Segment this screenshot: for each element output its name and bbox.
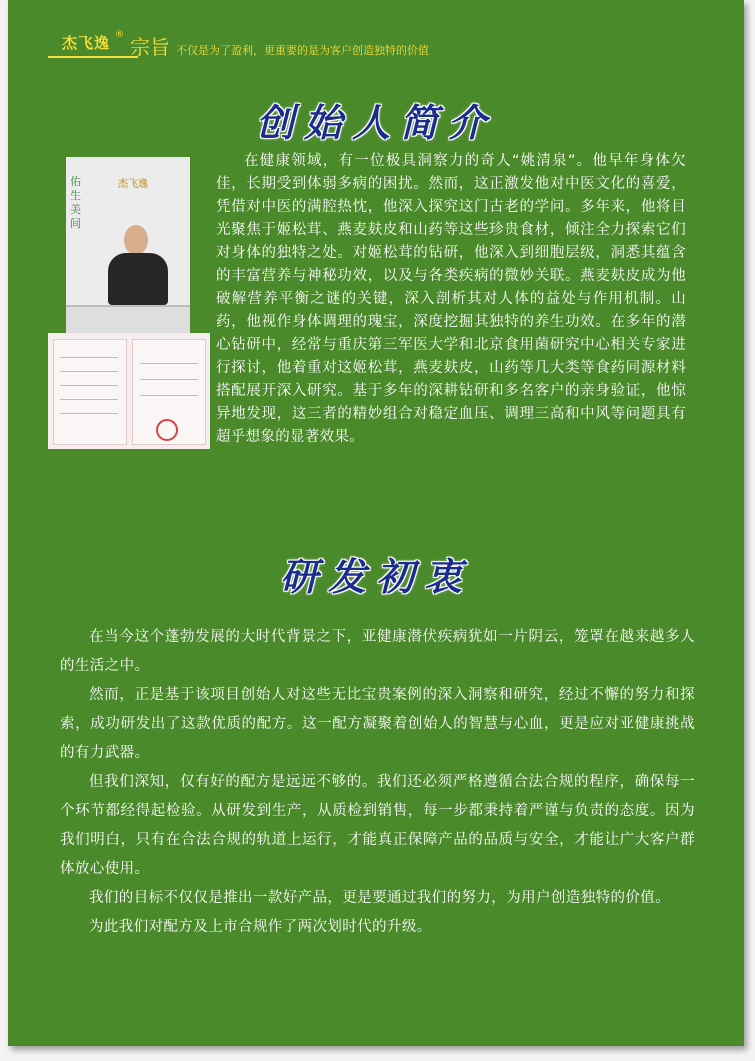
photo-sign-text: 杰飞逸 — [118, 179, 148, 190]
motto-text: 不仅是为了盈利，更重要的是为客户创造独特的价值 — [176, 44, 429, 57]
photo-desk — [66, 305, 190, 333]
certificate-seal — [156, 419, 178, 441]
certificate-left-page — [53, 339, 127, 445]
page — [8, 0, 744, 1046]
certificate-line — [60, 371, 118, 372]
brand-logo: 杰飞逸 — [62, 34, 111, 52]
brand-underline — [48, 56, 138, 58]
rd-paragraph: 我们的目标不仅仅是推出一款好产品，更是要通过我们的努力，为用户创造独特的价值。 — [89, 890, 671, 906]
certificate-line — [60, 413, 118, 414]
founder-paragraph: 在健康领域，有一位极具洞察力的奇人“姚清泉”。他早年身体欠佳，长期受到体弱多病的困扰。然而，这正激发他对中医文化的喜爱，凭借对中医的满腔热忱，他深入探究这门古老的学问。多年来，他将目光聚焦于姬松茸、燕麦麸皮和山药等这些珍贵食材，倾注全力探索它们对身体的独特之处。对姬松茸的钻研，他深入到细胞层级，洞悉其蕴含的丰富营养与神秘功效，以及与各类疾病的微妙关联。燕麦麸皮成为他破解营养平衡之谜的关键，深入剖析其对人体的益处与作用机制。山药，他视作身体调理的瑰宝，深度挖掘其独特的养生功效。在多年的潜心钻研中，经常与重庆第三军医大学和北京食用菌研究中心相关专家进行探讨，他着重对这姬松茸，燕麦麸皮，山药等几大类等食药同源材料搭配展开深入研究。基于多年的深耕钻研和多名客户的亲身验证，他惊异地发现，这三者的精妙组合对稳定血压、调理三高和中风等问题具有超乎想象的显著效果。 — [216, 153, 686, 445]
photo-wall-text: 佑生美间 — [70, 175, 81, 230]
rd-paragraph: 在当今这个蓬勃发展的大时代背景之下，亚健康潜伏疾病犹如一片阴云，笼罩在越来越多人的生活之中。 — [60, 629, 695, 674]
rd-paragraph: 但我们深知，仅有好的配方是远远不够的。我们还必须严格遵循合法合规的程序，确保每一个环节都经得起检验。从研发到生产，从质检到销售，每一步都秉持着严谨与负责的态度。因为我们明白，只有在合法合规的轨道上运行，才能真正保障产品的品质与安全，才能让广大客户群体放心使用。 — [60, 774, 695, 877]
certificate-line — [60, 399, 118, 400]
rd-paragraph: 为此我们对配方及上市合规作了两次划时代的升级。 — [89, 919, 432, 935]
certificate-line — [60, 385, 118, 386]
rd-paragraph: 然而，正是基于该项目创始人对这些无比宝贵案例的深入洞察和研究，经过不懈的努力和探索，成功研发出了这款优质的配方。这一配方凝聚着创始人的智慧与心血，更是应对亚健康挑战的有力武器。 — [60, 687, 695, 761]
founder-photo — [66, 157, 190, 333]
certificate-line — [140, 363, 198, 364]
header — [48, 30, 708, 62]
registered-mark: ® — [115, 30, 124, 40]
photo-person-body — [108, 253, 168, 305]
certificate-line — [140, 379, 198, 380]
certificate-image — [48, 333, 210, 449]
founder-title: 创始人简介 — [255, 100, 496, 145]
certificate-line — [140, 395, 198, 396]
rd-title: 研发初衷 — [279, 554, 472, 599]
certificate-line — [60, 357, 118, 358]
motto-label: 宗旨 — [130, 35, 170, 59]
photo-person-head — [124, 225, 148, 255]
rd-body — [60, 623, 695, 942]
